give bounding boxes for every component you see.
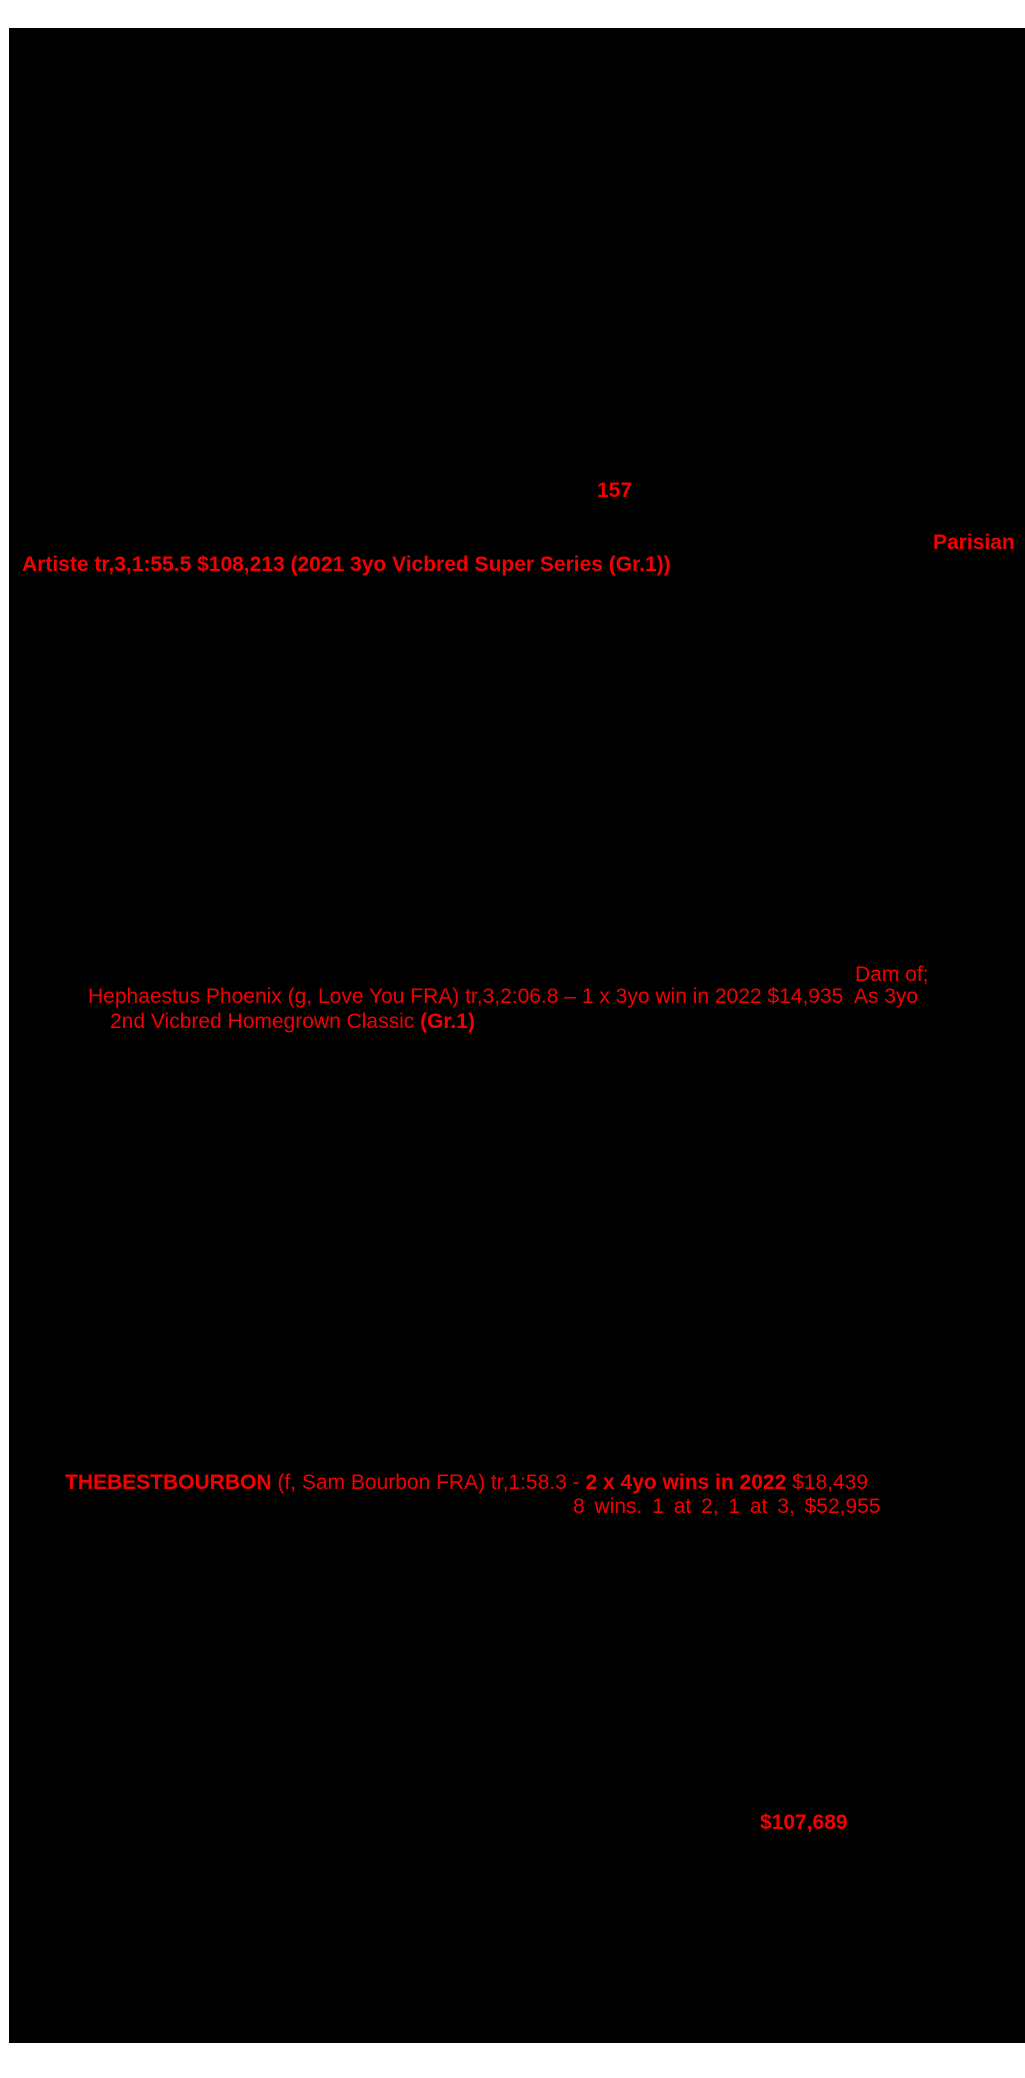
thebestbourbon-earnings: $18,439 [786,1471,869,1494]
black-type-parisian-artiste-line2: Artiste tr,3,1:55.5 $108,213 (2021 3yo Vicbred Super Series (Gr.1)) [22,553,671,576]
dam-of-label: Dam of; [855,963,929,986]
page-number: 157 [597,479,633,502]
black-type-hephaestus-phoenix-line1: Hephaestus Phoenix (g, Love You FRA) tr,3,2:06.8 – 1 x 3yo win in 2022 $14,935 As 3yo [88,985,919,1008]
black-type-hephaestus-phoenix-line2 [110,1010,475,1033]
hephaestus-line2-grade: (Gr.1) [420,1010,475,1033]
black-type-parisian-line1: Parisian [933,531,1015,554]
thebestbourbon-wins-bold: 2 x 4yo wins in 2022 [585,1471,787,1494]
thebestbourbon-details: (f, Sam Bourbon FRA) tr,1:58.3 - [271,1471,586,1494]
earnings-total: $107,689 [760,1811,848,1834]
black-type-thebestbourbon-line2: 8 wins. 1 at 2, 1 at 3, $52,955 [573,1495,881,1518]
thebestbourbon-name: THEBESTBOURBON [65,1471,272,1494]
black-type-thebestbourbon-line1 [65,1471,868,1494]
black-page-sheet [9,28,1025,2043]
hephaestus-line2-text: 2nd Vicbred Homegrown Classic [110,1010,421,1033]
